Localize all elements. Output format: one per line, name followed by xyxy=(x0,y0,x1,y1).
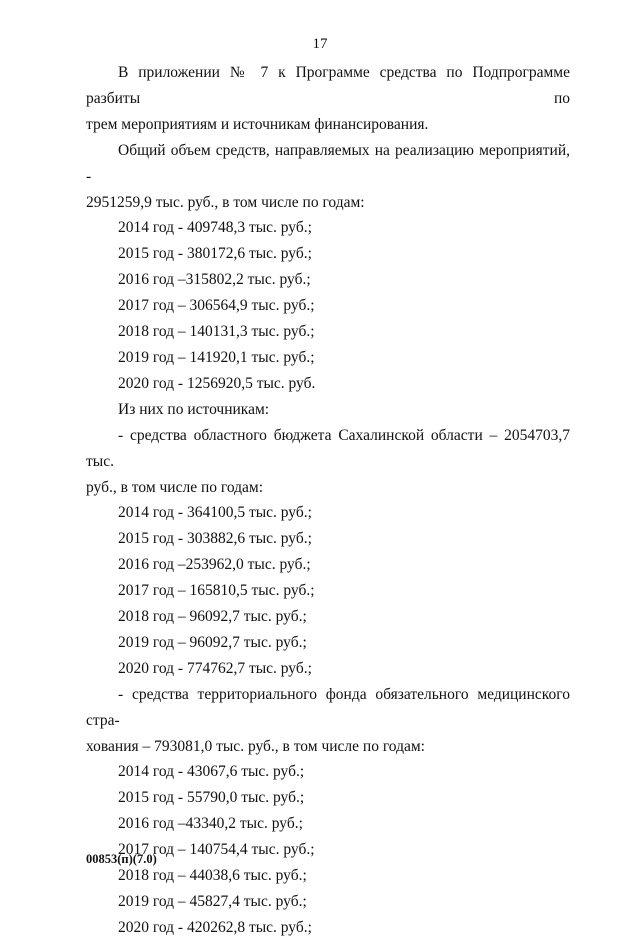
fund-year-2018: 2018 год – 44038,6 тыс. руб.; xyxy=(118,867,307,885)
sources-heading: Из них по источникам: xyxy=(118,400,270,418)
total-paragraph-line1: Общий объем средств, направляемых на реализацию мероприятий, - xyxy=(86,141,570,185)
insurance-fund-line2: хования – 793081,0 тыс. руб., в том числе по годам: xyxy=(86,737,425,755)
regional-budget-line1: - средства областного бюджета Сахалинской области – 2054703,7 тыс. xyxy=(86,426,570,470)
document-code-footer: 00853(п)(7.0) xyxy=(86,852,157,866)
regional-year-2015: 2015 год - 303882,6 тыс. руб.; xyxy=(118,530,312,548)
intro-paragraph-line2: трем мероприятиям и источникам финансирования. xyxy=(86,115,429,133)
fund-year-2016: 2016 год –43340,2 тыс. руб.; xyxy=(118,815,303,833)
regional-year-2020: 2020 год - 774762,7 тыс. руб.; xyxy=(118,659,312,677)
regional-year-2017: 2017 год – 165810,5 тыс. руб.; xyxy=(118,582,315,600)
total-paragraph-line2: 2951259,9 тыс. руб., в том числе по годам: xyxy=(86,193,365,211)
regional-year-2014: 2014 год - 364100,5 тыс. руб.; xyxy=(118,504,312,522)
total-year-2015: 2015 год - 380172,6 тыс. руб.; xyxy=(118,245,312,263)
total-year-2014: 2014 год - 409748,3 тыс. руб.; xyxy=(118,219,312,237)
total-year-2017: 2017 год – 306564,9 тыс. руб.; xyxy=(118,297,315,315)
fund-year-2017: 2017 год – 140754,4 тыс. руб.; xyxy=(118,841,315,859)
total-year-2018: 2018 год – 140131,3 тыс. руб.; xyxy=(118,323,315,341)
fund-year-2015: 2015 год - 55790,0 тыс. руб.; xyxy=(118,789,305,807)
insurance-fund-line1: - средства территориального фонда обязательного медицинского стра- xyxy=(86,685,570,729)
regional-year-2019: 2019 год – 96092,7 тыс. руб.; xyxy=(118,633,307,651)
total-year-2019: 2019 год – 141920,1 тыс. руб.; xyxy=(118,348,315,366)
intro-paragraph-line1: В приложении № 7 к Программе средства по Подпрограмме разбиты по xyxy=(86,64,570,107)
fund-year-2019: 2019 год – 45827,4 тыс. руб.; xyxy=(118,893,307,910)
total-year-2020: 2020 год - 1256920,5 тыс. руб. xyxy=(118,374,316,392)
regional-year-2016: 2016 год –253962,0 тыс. руб.; xyxy=(118,556,311,574)
regional-budget-line2: руб., в том числе по годам: xyxy=(86,478,264,496)
fund-year-2014: 2014 год - 43067,6 тыс. руб.; xyxy=(118,763,305,781)
fund-year-2020: 2020 год - 420262,8 тыс. руб.; xyxy=(118,918,312,936)
page-number: 17 xyxy=(312,36,328,52)
document-body xyxy=(86,60,570,941)
total-year-2016: 2016 год –315802,2 тыс. руб.; xyxy=(118,271,311,289)
regional-year-2018: 2018 год – 96092,7 тыс. руб.; xyxy=(118,608,307,626)
